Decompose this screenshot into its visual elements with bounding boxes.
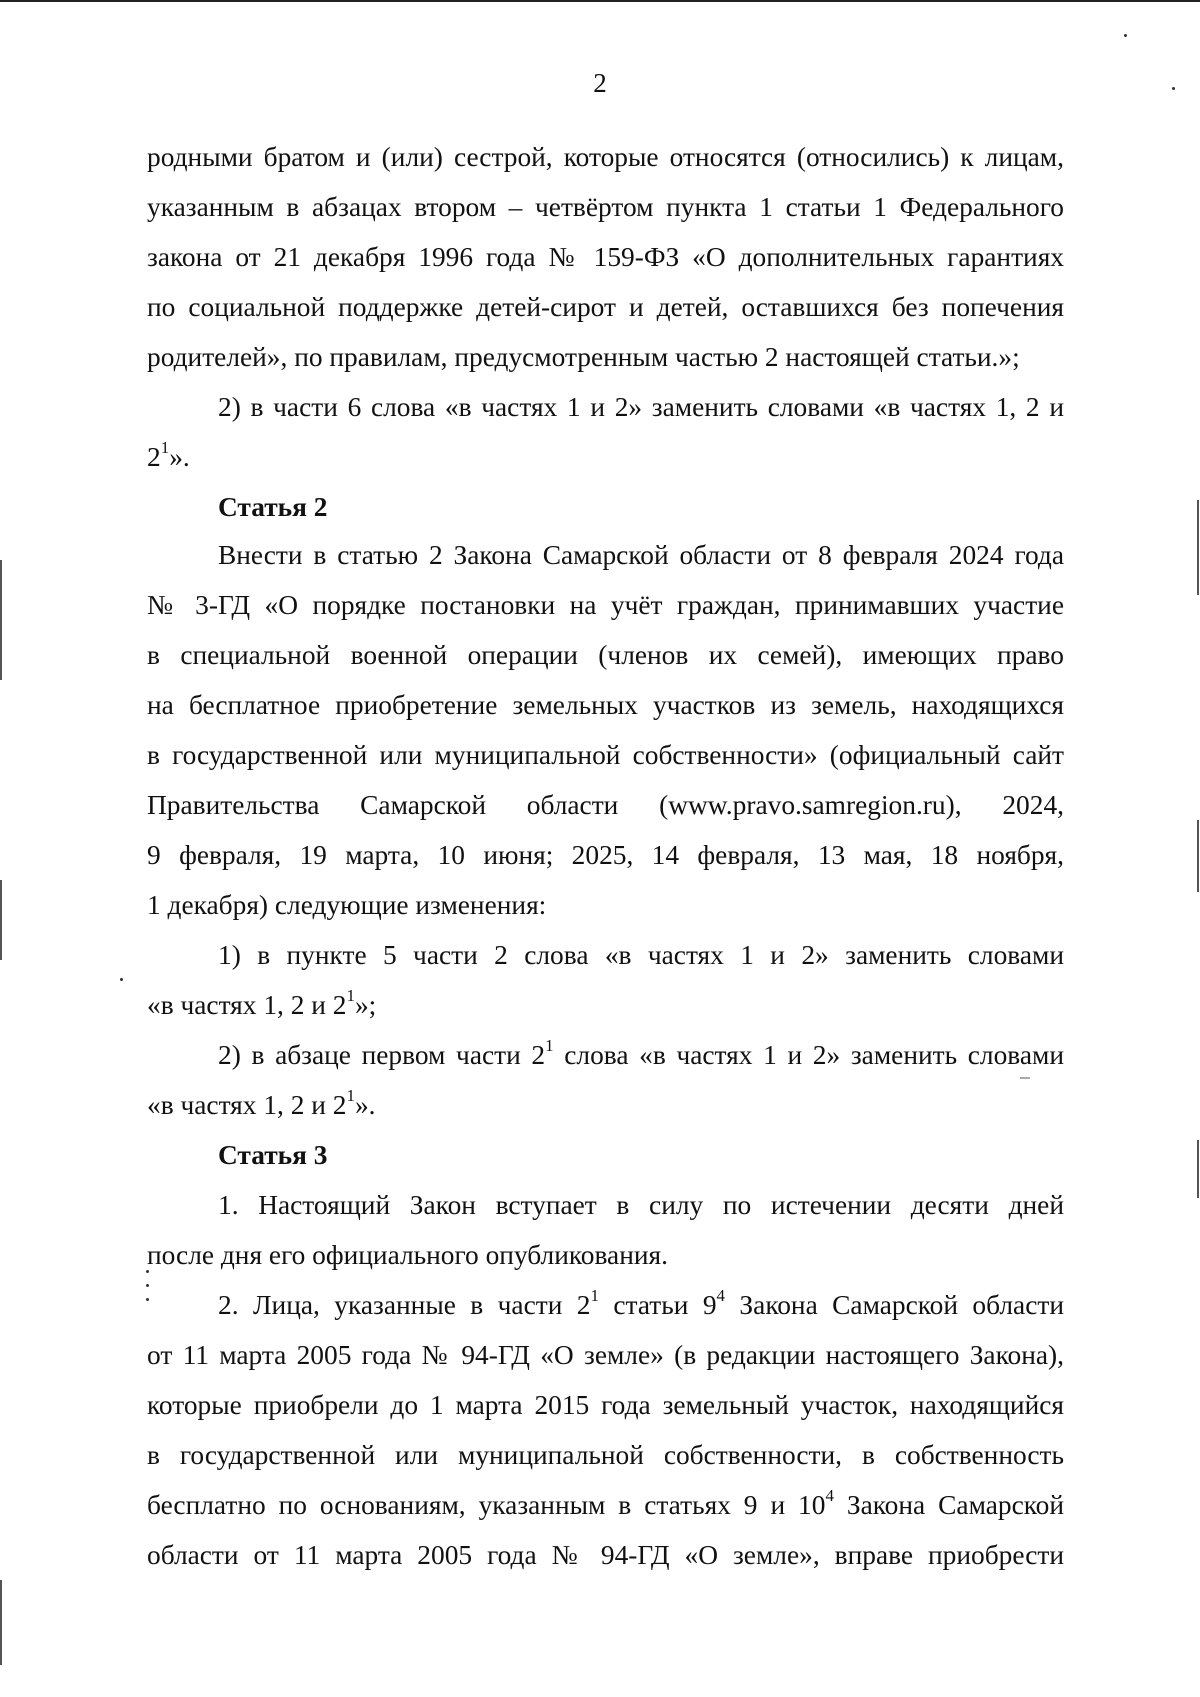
scan-artifact-mark [0, 1580, 2, 1665]
scan-artifact-dot [146, 1270, 149, 1273]
scan-artifact-mark [0, 880, 2, 960]
text-line: области от 11 марта 2005 года № 94-ГД «О земле», вправе приобрести [147, 1540, 1064, 1570]
text-fragment: «в частях 1, 2 и 2 [147, 1090, 347, 1120]
text-line: № 3-ГД «О порядке постановки на учёт граждан, принимавших участие [147, 590, 1064, 620]
scan-artifact-dot [1124, 34, 1127, 37]
superscript: 1 [346, 1086, 355, 1106]
text-line: Правительства Самарской области (www.pravo.samregion.ru), 2024, [147, 790, 1064, 820]
text-line [147, 432, 1064, 482]
superscript: 4 [825, 1486, 834, 1506]
scan-artifact-dot [146, 1298, 149, 1301]
text-line: Внести в статью 2 Закона Самарской области от 8 февраля 2024 года [218, 540, 1064, 570]
scan-artifact-mark [1197, 820, 1199, 892]
scan-artifact-mark [0, 560, 2, 680]
text-line: указанным в абзацах втором – четвёртом пункта 1 статьи 1 Федерального [147, 192, 1064, 222]
text-fragment: бесплатно по основаниям, указанным в статьях 9 и 10 [147, 1490, 826, 1520]
text-line: закона от 21 декабря 1996 года № 159-ФЗ «О дополнительных гарантиях [147, 242, 1064, 272]
scan-artifact-mark [1197, 1140, 1199, 1198]
text-fragment: статьи 9 [598, 1290, 717, 1320]
text-line [147, 1480, 1064, 1530]
superscript: 1 [346, 986, 355, 1006]
text-line: 9 февраля, 19 марта, 10 июня; 2025, 14 февраля, 13 мая, 18 ноября, [147, 840, 1064, 870]
text-line [218, 1280, 1064, 1330]
text-line: 2) в части 6 слова «в частях 1 и 2» заменить словами «в частях 1, 2 и [218, 392, 1064, 422]
text-line: родными братом и (или) сестрой, которые относятся (относились) к лицам, [147, 142, 1064, 172]
text-fragment: »; [354, 990, 377, 1020]
superscript: 4 [716, 1286, 726, 1306]
text-fragment: Закона Самарской области [725, 1290, 1064, 1320]
scan-top-edge [0, 0, 1200, 2]
text-line: родителей», по правилам, предусмотренным частью 2 настоящей статьи.»; [147, 342, 1020, 372]
text-fragment: «в частях 1, 2 и 2 [147, 990, 347, 1020]
article-2-heading: Статья 2 [218, 492, 328, 522]
text-line: по социальной поддержке детей-сирот и детей, оставшихся без попечения [147, 292, 1064, 322]
scan-artifact-dot [120, 978, 123, 981]
text-line: от 11 марта 2005 года № 94-ГД «О земле» (в редакции настоящего Закона), [147, 1340, 1064, 1370]
text-line: 1. Настоящий Закон вступает в силу по истечении десяти дней [218, 1190, 1064, 1220]
text-line: на бесплатное приобретение земельных участков из земель, находящихся [147, 690, 1064, 720]
text-line: в государственной или муниципальной собственности, в собственность [147, 1440, 1064, 1470]
text-fragment: Закона Самарской [833, 1490, 1064, 1520]
superscript: 1 [590, 1286, 599, 1306]
text-line: 1) в пункте 5 части 2 слова «в частях 1 и 2» заменить словами [218, 940, 1064, 970]
text-fragment: ». [169, 442, 190, 472]
text-fragment: ». [354, 1090, 376, 1120]
text-fragment: слова «в частях 1 и 2» заменить словами [553, 1040, 1064, 1070]
text-line: в государственной или муниципальной собственности» (официальный сайт [147, 740, 1064, 770]
text-fragment: 2 [147, 442, 161, 472]
text-line [218, 1030, 1064, 1080]
text-line: в специальной военной операции (членов их семей), имеющих право [147, 640, 1064, 670]
article-3-heading: Статья 3 [218, 1140, 328, 1170]
superscript: 1 [160, 438, 170, 458]
scan-artifact-dot [1172, 87, 1175, 90]
text-line [147, 980, 1064, 1030]
scan-artifact-mark [1020, 1077, 1030, 1079]
text-line [147, 1080, 1064, 1130]
text-line: после дня его официального опубликования. [147, 1240, 668, 1270]
text-line: которые приобрели до 1 марта 2015 года земельный участок, находящийся [147, 1390, 1064, 1420]
scan-artifact-mark [1197, 500, 1199, 595]
page-number: 2 [593, 68, 607, 98]
text-line: 1 декабря) следующие изменения: [147, 890, 547, 920]
text-fragment: 2) в абзаце первом части 2 [218, 1040, 546, 1070]
text-fragment: 2. Лица, указанные в части 2 [218, 1290, 591, 1320]
superscript: 1 [545, 1036, 554, 1056]
scan-artifact-dot [146, 1284, 149, 1287]
